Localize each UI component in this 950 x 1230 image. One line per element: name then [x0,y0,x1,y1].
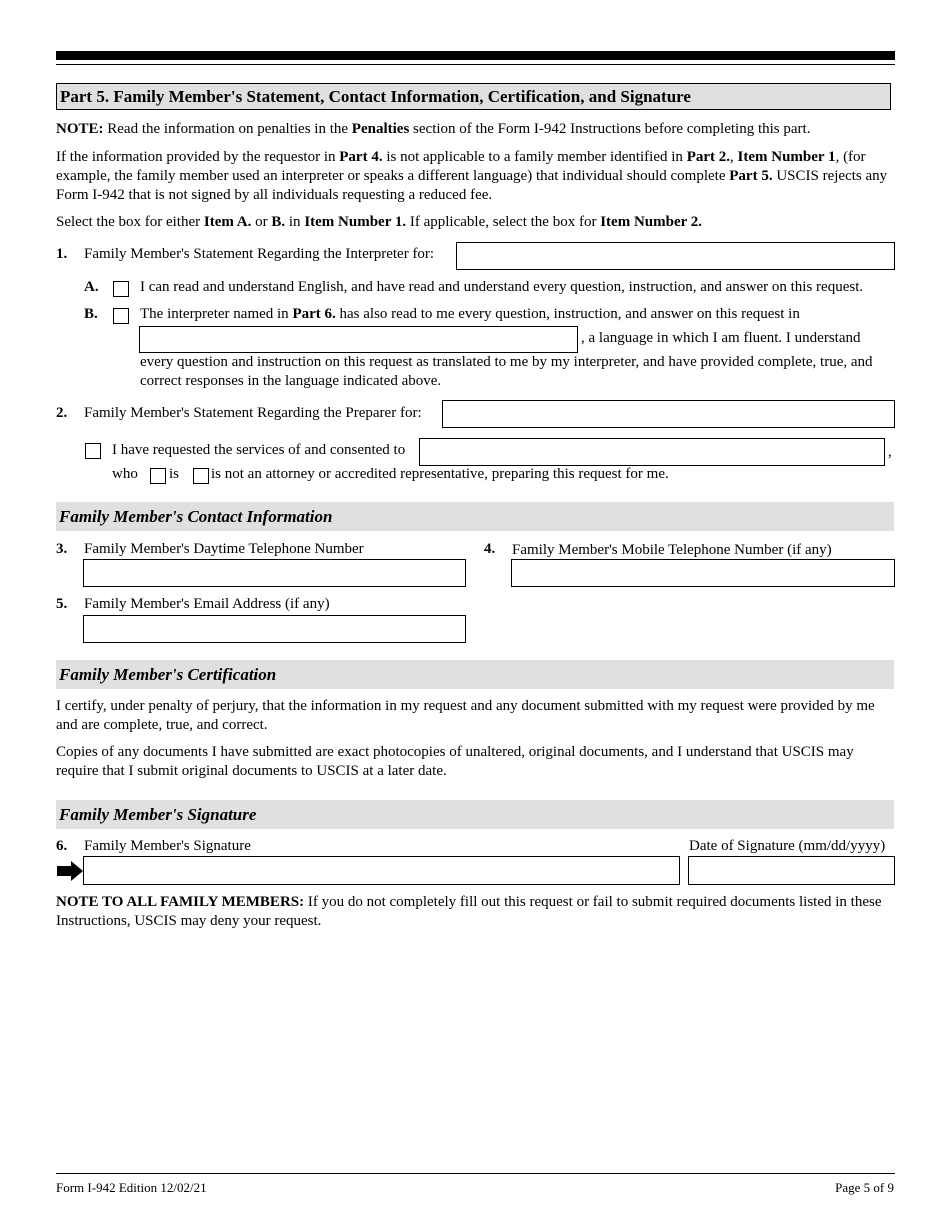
mobile-phone-field[interactable] [511,559,895,587]
item-4-number: 4. [484,541,496,557]
item-1b-letter: B. [84,306,98,322]
is-label: is [169,466,180,482]
certification-heading: Family Member's Certification [56,660,894,689]
item-4-label: Family Member's Mobile Telephone Number (if any) [512,542,832,558]
right-arrow-icon [57,861,83,881]
item-6-number: 6. [56,838,68,854]
interpreter-language-field[interactable] [456,242,895,270]
daytime-phone-field[interactable] [83,559,466,587]
item-1-number: 1. [56,246,68,262]
item-2-number: 2. [56,405,68,421]
item-6-label: Family Member's Signature [84,838,251,854]
part-title: Part 5. Family Member's Statement, Contact Information, Certification, and Signature [56,83,891,110]
item-1a-text: I can read and understand English, and have read and understand every question, instruction, and answer on this request. [140,279,864,295]
top-rule-thin [56,64,895,65]
note-paragraph: NOTE: Read the information on penalties in the Penalties section of the Form I-942 Instructions before completing this part. [56,121,811,137]
consent-text: I have requested the services of and consented to [112,442,406,458]
consent-comma: , [888,444,892,460]
item-1b-fluent-text: , a language in which I am fluent. I understand [581,330,861,346]
form-edition: Form I-942 Edition 12/02/21 [56,1180,207,1195]
signature-field[interactable] [83,856,680,885]
who-label: who [112,466,138,482]
item-1-label: Family Member's Statement Regarding the Interpreter for: [84,246,435,262]
final-note: NOTE TO ALL FAMILY MEMBERS: If you do not completely fill out this request or fail to submit required documents listed in these Instructions, USCIS may deny your request. [56,894,882,929]
preparer-for-field[interactable] [442,400,895,428]
intro-paragraph: If the information provided by the requestor in Part 4. is not applicable to a family member identified in Part 2., Item Number 1, (for example, the family member used an interpreter or speaks a different language) that individual should complete Part 5. USCIS rejects any Form I-942 that is not signed by all individuals requesting a reduced fee. [56,149,888,203]
footer-rule [56,1173,895,1174]
item-3-number: 3. [56,541,68,557]
certification-paragraph-1: I certify, under penalty of perjury, that the information in my request and any document submitted with my request were provided by me and are complete, true, and correct. [56,698,875,733]
item-1b-checkbox[interactable] [113,308,129,324]
top-rule-thick [56,51,895,60]
page-number: Page 5 of 9 [835,1180,894,1195]
item-3-label: Family Member's Daytime Telephone Number [84,541,364,557]
consent-checkbox[interactable] [85,443,101,459]
signature-heading: Family Member's Signature [56,800,894,829]
item-5-label: Family Member's Email Address (if any) [84,596,330,612]
is-not-attorney-checkbox[interactable] [193,468,209,484]
is-attorney-checkbox[interactable] [150,468,166,484]
item-1a-letter: A. [84,279,99,295]
date-of-signature-label: Date of Signature (mm/dd/yyyy) [689,838,886,854]
item-5-number: 5. [56,596,68,612]
contact-info-heading: Family Member's Contact Information [56,502,894,531]
item-1b-text: The interpreter named in Part 6. has also read to me every question, instruction, and answer on this request in [140,306,800,322]
item-1b-continued-text: every question and instruction on this request as translated to me by my interpreter, and have provided complete, true, and correct responses in the language indicated above. [140,354,873,389]
item-1b-language-field[interactable] [139,326,578,353]
email-address-field[interactable] [83,615,466,643]
preparer-name-field[interactable] [419,438,885,466]
is-not-label: is not an attorney or accredited representative, preparing this request for me. [211,466,669,482]
item-1a-checkbox[interactable] [113,281,129,297]
certification-paragraph-2: Copies of any documents I have submitted are exact photocopies of unaltered, original documents, and I understand that USCIS may require that I submit original documents to USCIS at a later date. [56,744,854,779]
select-instruction: Select the box for either Item A. or B. in Item Number 1. If applicable, select the box for Item Number 2. [56,214,702,230]
date-of-signature-field[interactable] [688,856,895,885]
item-2-label: Family Member's Statement Regarding the Preparer for: [84,405,422,421]
